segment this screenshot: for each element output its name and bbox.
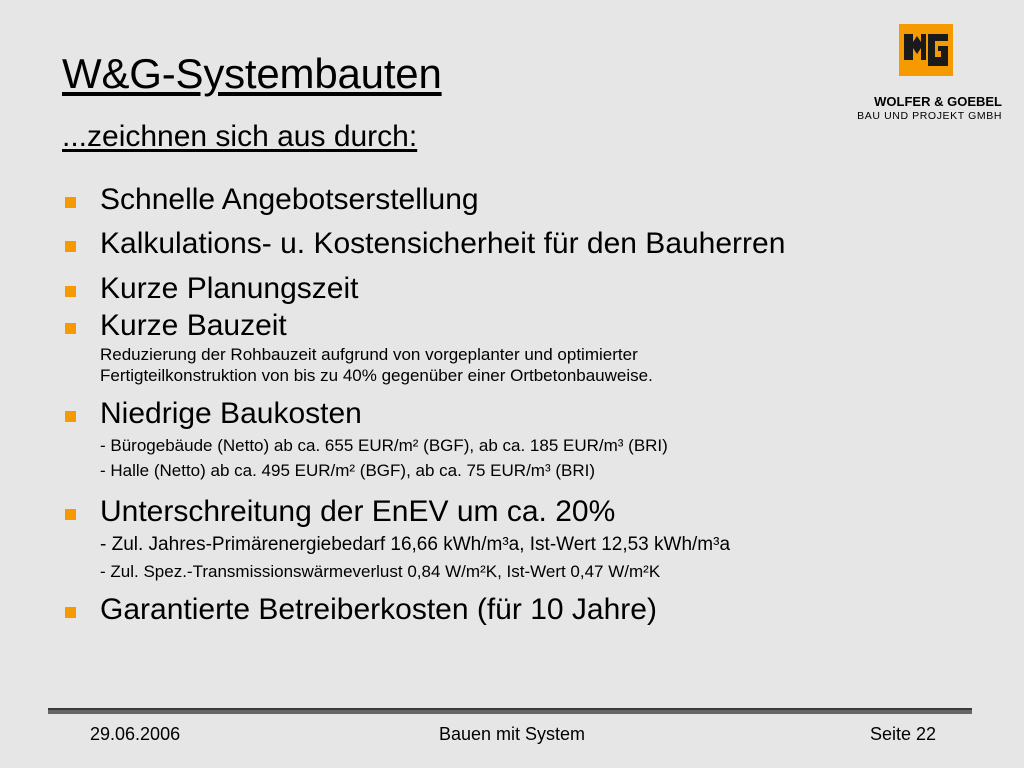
square-bullet-icon bbox=[65, 607, 76, 618]
slide-title: W&G-Systembauten bbox=[62, 50, 442, 97]
list-item-text: Garantierte Betreiberkosten (für 10 Jahre) bbox=[100, 593, 657, 626]
square-bullet-icon bbox=[65, 286, 76, 297]
detail-text: - Zul. Jahres-Primärenergiebedarf 16,66 kWh/m³a, Ist-Wert 12,53 kWh/m³a bbox=[100, 534, 731, 555]
wg-logo-icon bbox=[899, 24, 953, 76]
square-bullet-icon bbox=[65, 241, 76, 252]
list-item-text: Unterschreitung der EnEV um ca. 20% bbox=[100, 495, 616, 528]
detail-text: - Bürogebäude (Netto) ab ca. 655 EUR/m² (BGF), ab ca. 185 EUR/m³ (BRI) bbox=[100, 436, 668, 455]
detail-text: Fertigteilkonstruktion von bis zu 40% gegenüber einer Ortbetonbauweise. bbox=[100, 366, 653, 385]
list-item-text: Kurze Planungszeit bbox=[100, 272, 359, 305]
list-item-text: Schnelle Angebotserstellung bbox=[100, 183, 479, 216]
list-item-text: Kalkulations- u. Kostensicherheit für den Bauherren bbox=[100, 227, 786, 260]
detail-text: Reduzierung der Rohbauzeit aufgrund von vorgeplanter und optimierter bbox=[100, 345, 638, 364]
square-bullet-icon bbox=[65, 411, 76, 422]
page-number: Seite 22 bbox=[869, 724, 936, 744]
square-bullet-icon bbox=[65, 509, 76, 520]
detail-text: - Halle (Netto) ab ca. 495 EUR/m² (BGF), ab ca. 75 EUR/m³ (BRI) bbox=[100, 461, 596, 480]
footer-divider bbox=[48, 708, 972, 714]
detail-text: - Zul. Spez.-Transmissionswärmeverlust 0,84 W/m²K, Ist-Wert 0,47 W/m²K bbox=[100, 562, 661, 581]
list-item-text: Niedrige Baukosten bbox=[100, 397, 362, 430]
slide-subtitle: ...zeichnen sich aus durch: bbox=[62, 120, 418, 153]
company-name: WOLFER & GOEBEL bbox=[874, 94, 1002, 109]
square-bullet-icon bbox=[65, 197, 76, 208]
square-bullet-icon bbox=[65, 323, 76, 334]
footer-date: 29.06.2006 bbox=[90, 724, 181, 744]
footer-title: Bauen mit System bbox=[438, 724, 586, 744]
company-tagline: BAU UND PROJEKT GMBH bbox=[857, 110, 1002, 122]
list-item-text: Kurze Bauzeit bbox=[100, 309, 287, 342]
